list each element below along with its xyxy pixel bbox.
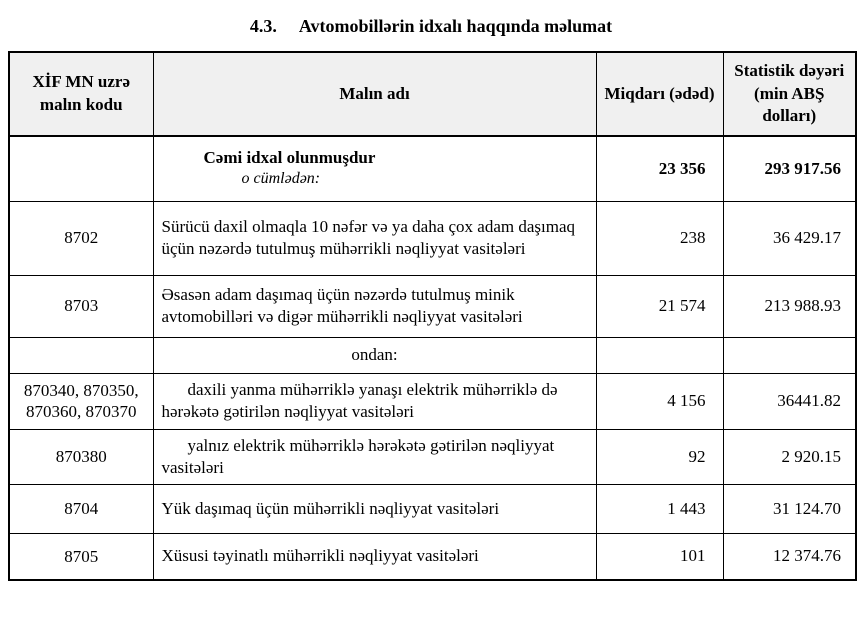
code-cell: 870340, 870350, 870360, 870370 <box>9 373 153 429</box>
name-text: Cəmi idxal olunmuşdur <box>203 148 376 168</box>
qty-cell: 92 <box>596 429 723 484</box>
name-cell <box>153 136 596 201</box>
value-cell: 213 988.93 <box>723 275 856 337</box>
header-name: Malın adı <box>153 52 596 136</box>
value-cell: 31 124.70 <box>723 484 856 533</box>
table-row <box>9 201 856 275</box>
header-value: Statistik dəyəri (min ABŞ dolları) <box>723 52 856 136</box>
qty-cell: 1 443 <box>596 484 723 533</box>
header-qty: Miqdarı (ədəd) <box>596 52 723 136</box>
code-cell: 870380 <box>9 429 153 484</box>
name-text: daxili yanma mühərriklə yanaşı elektrik mühərriklə də hərəkətə gətirilən nəqliyyat vasitələri <box>161 379 558 421</box>
imports-table <box>8 51 857 581</box>
name-text: ondan: <box>351 344 398 364</box>
code-cell: 8704 <box>9 484 153 533</box>
header-code: XİF MN uzrə malın kodu <box>9 52 153 136</box>
name-cell <box>153 373 596 429</box>
name-text: Sürücü daxil olmaqla 10 nəfər və ya daha çox adam daşımaq üçün nəzərdə tutulmuş mühərrikli nəqliyyat vasitələri <box>161 216 576 258</box>
section-number: 4.3. <box>249 16 277 36</box>
name-note: o cümlədən: <box>241 170 321 188</box>
value-cell <box>723 337 856 373</box>
header-row <box>9 52 856 136</box>
table-row <box>9 429 856 484</box>
value-cell: 293 917.56 <box>723 136 856 201</box>
value-cell: 36 429.17 <box>723 201 856 275</box>
title-text: Avtomobillərin idxalı haqqında məlumat <box>298 16 613 36</box>
name-cell <box>153 201 596 275</box>
qty-cell: 238 <box>596 201 723 275</box>
qty-cell: 23 356 <box>596 136 723 201</box>
table-row <box>9 373 856 429</box>
name-text: Xüsusi təyinatlı mühərrikli nəqliyyat vasitələri <box>161 546 479 566</box>
value-cell: 36441.82 <box>723 373 856 429</box>
table-row-subheader <box>9 337 856 373</box>
code-cell: 8705 <box>9 533 153 580</box>
table-row <box>9 533 856 580</box>
name-cell <box>153 429 596 484</box>
name-text: Əsasən adam daşımaq üçün nəzərdə tutulmuş minik avtomobilləri və digər mühərrikli nəqliyyat vasitələri <box>161 284 523 326</box>
name-text: Yük daşımaq üçün mühərrikli nəqliyyat vasitələri <box>161 498 500 518</box>
page-title <box>0 16 862 37</box>
code-cell: 8702 <box>9 201 153 275</box>
table-row <box>9 275 856 337</box>
qty-cell: 4 156 <box>596 373 723 429</box>
name-cell <box>153 533 596 580</box>
table-row-total <box>9 136 856 201</box>
table-row <box>9 484 856 533</box>
value-cell: 12 374.76 <box>723 533 856 580</box>
name-cell <box>153 484 596 533</box>
qty-cell: 101 <box>596 533 723 580</box>
code-cell <box>9 136 153 201</box>
qty-cell <box>596 337 723 373</box>
code-cell <box>9 337 153 373</box>
value-cell: 2 920.15 <box>723 429 856 484</box>
name-text: yalnız elektrik mühərriklə hərəkətə gətirilən nəqliyyat vasitələri <box>161 435 555 477</box>
name-cell <box>153 275 596 337</box>
qty-cell: 21 574 <box>596 275 723 337</box>
code-cell: 8703 <box>9 275 153 337</box>
name-cell <box>153 337 596 373</box>
